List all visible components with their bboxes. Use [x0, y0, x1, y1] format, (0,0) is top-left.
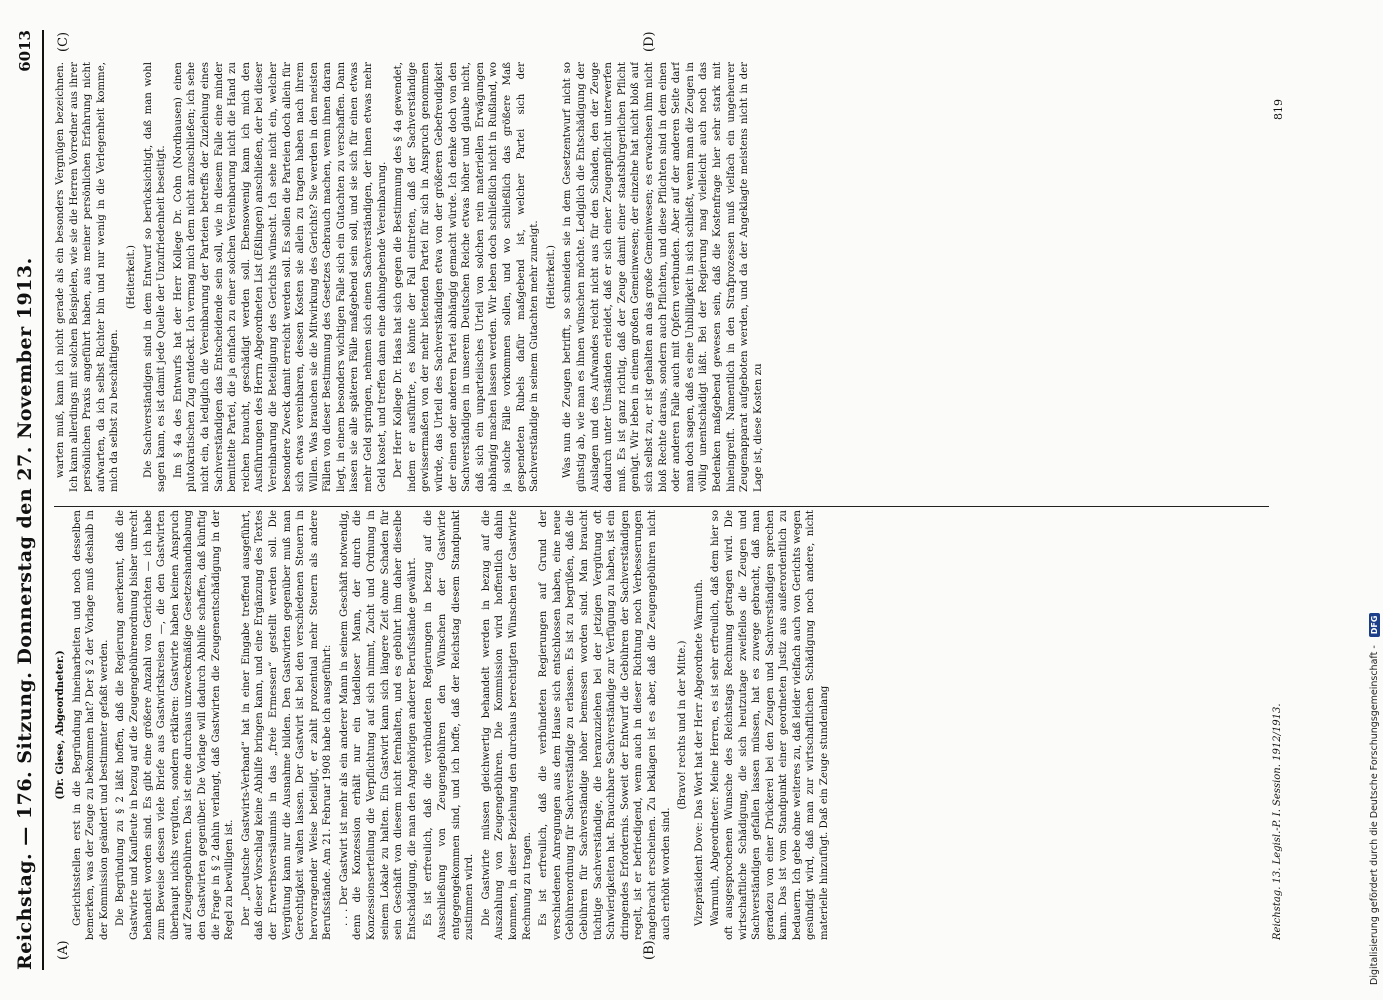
- margin-marker-c: (C): [56, 31, 71, 52]
- dfg-logo: DFG: [1369, 613, 1380, 638]
- paragraph: Die Sachverständigen sind in dem Entwurf so berücksichtigt, daß man wohl sagen kann, es ist damit jede Quelle der Unzufriedenheit beseitigt.: [142, 62, 168, 492]
- column-divider: [54, 506, 1269, 507]
- interjection: (Heiterkeit.): [545, 245, 557, 309]
- paragraph: Es ist erfreulich, daß die verbündeten Regierungen auf Grund der verschiedenen Anregungen aus dem Hause sich entschlossen haben, eine neue Gebührenordnung für Sachverständige zu erlassen. Es ist zu begrüßen, daß die Gebühren für Sachverständige höher bemessen worden sind. Man braucht tüchtige Sachverständige, die heranzuziehen bei der jetzigen Vergütung oft Schwierigkeiten hat. Brauchbare Sachverständige zur Verfügung zu haben, ist ein dringendes Erfordernis. Soweit der Entwurf die Gebühren der Sachverständigen regelt, ist er befriedigend, wenn auch in dieser Richtung noch Verbesserungen angebracht erscheinen. Zu beklagen ist es aber, daß die Zeugengebühren nicht auch erhöht worden sind.: [538, 510, 672, 940]
- margin-marker-b: (B): [642, 940, 657, 960]
- speaker-line: (Dr. Giese, Abgeordneter.): [54, 650, 66, 800]
- interjection: (Bravo! rechts und in der Mitte.): [677, 640, 689, 810]
- paragraph: Vizepräsident Dove: Das Wort hat der Herr Abgeordnete Warmuth.: [693, 579, 705, 926]
- paragraph: Im § 4a des Entwurfs hat der Herr Kollege Dr. Cohn (Nordhausen) einen plutokratischen Zug entdeckt. Ich vermag mich dem nicht anzuschließen; ich sehe nicht ein, da lediglich die Vereinbarung der Parteien betreffs der Zuziehung eines Sachverständigen das Entscheidende sein soll, wie in diesem Falle eine minder bemittelte Partei, die ja einfach zu einer solchen Vereinbarung nicht die Hand zu reichen braucht, geschädigt werden soll. Ebensowenig kann ich mich den Ausführungen des Herrn Abgeordneten List (Eßlingen) anschließen, der bei dieser Vereinbarung die Beteiligung des Gerichts wünscht. Ich sehe nicht ein, welcher besondere Zweck damit erreicht werden soll. Es sollen die Parteien doch allein für sich etwas vereinbaren, dessen Kosten sie allein zu tragen haben nach ihrem Willen. Was brauchen sie die Mitwirkung des Gerichts? Sie werden in den meisten Fällen von dieser Bestimmung des Gesetzes Gebrauch machen, wenn ihnen daran liegt, in einem besonders wichtigen Falle sich ein Gutachten zu verschaffen. Dann lassen sie alle späteren Fälle maßgebend sein soll, und sie sich für einen etwas mehr Geld springen, nehmen sich einen Sachverständigen, der ihnen etwas mehr Geld kostet, und treffen dann eine dahingehende Vereinbarung.: [172, 62, 388, 492]
- margin-marker-a: (A): [56, 940, 71, 960]
- footer-session-info: Reichstag. 13. Legisl.-P. I. Session. 1912/1913.: [1272, 703, 1283, 940]
- right-text-column: [54, 62, 1269, 492]
- paragraph: Der Herr Kollege Dr. Haas hat sich gegen die Bestimmung des § 4a gewendet, indem er ausführte, es könnte der Fall eintreten, daß der Sachverständige gewissermaßen von der mehr bietenden Partei für sich in Anspruch genommen würde, das Urteil des Sachverständigen etwa von der größeren Gebefreudigkeit der einen oder anderen Partei abhängig gemacht würde. Ich denke doch von den Sachverständigen in unserem Deutschen Reiche etwas höher und glaube nicht, daß sich ein unparteiisches Urteil von solchen rein materiellen Erwägungen abhängig machen lassen werden. Wir leben doch schließlich nicht in Rußland, wo ja solche Fälle vorkommen sollen, und wo schließlich das größere Maß gespendeten Rubels dafür maßgebend ist, welcher Partei sich der Sachverständige in seinem Gutachten mehr zuneigt.: [393, 62, 541, 492]
- paragraph: . . . Der Gastwirt ist mehr als ein anderer Mann in seinem Geschäft notwendig, denn die Konzession erhält nur ein tadelloser Mann, der durch die Konzessionserteilung die Verpflichtung auf sich nimmt, Zucht und Ordnung in seinem Lokale zu halten. Ein Gastwirt kann sich längere Zeit ohne Schaden für sein Geschäft von diesem nicht fernhalten, und es gebührt ihm daher dieselbe Entschädigung, die man den Angehörigen anderer Berufsstände gewährt.: [338, 510, 418, 940]
- paragraph: Die Begründung zu § 2 läßt hoffen, daß die Regierung anerkennt, daß die Gastwirte und Kaufleute in bezug auf die Zeugengebührenordnung bisher unrecht behandelt worden sind. Es gibt eine größere Anzahl von Gerichten — ich habe zum Beweise dessen viele Briefe aus Gastwirtskreisen —, die den Gastwirten überhaupt nichts vergüten, sondern erklären: Gastwirte haben keinen Anspruch auf Zeugengebühren. Das ist eine durchaus unzweckmäßige Gesetzeshandhabung den Gastwirten gegenüber. Die Vorlage will dadurch Abhilfe schaffen, daß künftig die Frage in § 2 dahin verlangt, daß Gastwirten die Zeugenentschädigung in der Regel zu bewilligen ist.: [115, 510, 236, 940]
- digitization-note-text: Digitalisierung gefördert durch die Deutsche Forschungsgemeinschaft -: [1368, 645, 1380, 985]
- paragraph: Es ist erfreulich, daß die verbündeten Regierungen in bezug auf die Ausschließung von Zeugengebühren den Wünschen der Gastwirte entgegengekommen sind, und ich hoffe, daß der Reichstag diesem Standpunkt zustimmen wird.: [423, 510, 476, 940]
- footer-page-number: 819: [1272, 99, 1285, 120]
- paragraph: Der „Deutsche Gastwirts-Verband“ hat in einer Eingabe treffend ausgeführt, daß dieser Vorschlag keine Abhilfe bringen kann, und eine Ergänzung des Textes der Erwerbsversäumnis in das „freie Ermessen“ gestellt werden soll. Die Vergütung kann nur die Ausnahme bilden. Den Gastwirten gegenüber muß man Gerechtigkeit walten lassen. Der Gastwirt ist bei den verschiedenen Steuern in hervorragender Weise beteiligt, er zahlt prozentual mehr Steuern als andere Berufsstände. Am 21. Februar 1908 habe ich ausgeführt:: [240, 510, 334, 940]
- paragraph: Gerichtsstellen erst in die Begründung hineinarbeiten und noch desselben bemerken, was der Zeuge zu bekommen hat? Der § 2 der Vorlage muß deshalb in der Kommission geändert und bestimmter gefaßt werden.: [71, 510, 110, 940]
- paragraph: warten muß, kann ich nicht gerade als ein besonders Vergnügen bezeichnen. Ich kann allerdings mit solchen Beispielen, wie sie die Herren Vorredner aus ihrer persönlichen Praxis angeführt haben, aus meiner persönlichen Erfahrung nicht aufwarten, da ich selbst Richter bin und nur wenig in die Verlegenheit komme, mich da selbst zu beschäftigen.: [55, 62, 121, 492]
- page-title: Reichstag. — 176. Sitzung. Donnerstag den 27. November 1913.: [14, 257, 36, 970]
- page-header: [8, 30, 44, 970]
- left-text-column: [54, 510, 1269, 940]
- interjection: (Heiterkeit.): [125, 245, 137, 309]
- digitization-note: [1367, 5, 1381, 985]
- paragraph: Die Gastwirte müssen gleichwertig behandelt werden in bezug auf die Auszahlung von Zeugengebühren. Die Kommission wird hoffentlich dahin kommen, in dieser Beziehung den durchaus berechtigten Wünschen der Gastwirte Rechnung zu tragen.: [480, 510, 533, 940]
- margin-marker-d: (D): [642, 31, 657, 52]
- page-number: 6013: [16, 30, 34, 72]
- paragraph: Warmuth, Abgeordneter: Meine Herren, es ist sehr erfreulich, daß dem hier so oft ausgesprochenen Wunsche des Reichstags Rechnung getragen wird. Die wirtschaftliche Schädigung, die sich heutzutage zweifellos die Zeugen und Sachverständigen gefallen lassen müssen, hat es zuwege gebracht, daß man geradezu von einer Drückerei bei den Zeugen und Sachverständigen sprechen kann. Das ist vom Standpunkt einer geordneten Justiz aus außerordentlich zu bedauern. Ich gebe ohne weiteres zu, daß leider vielfach auch von Gerichts wegen gesündigt wird, daß man zur wirtschaftlichen Schädigung noch andere, nicht materielle hinzufügt. Daß ein Zeuge stundenlang: [710, 510, 831, 940]
- paragraph: Was nun die Zeugen betrifft, so schneiden sie in dem Gesetzentwurf nicht so günstig ab, wie man es ihnen wünschen möchte. Lediglich die Entschädigung der Auslagen und des Aufwandes reicht nicht aus für den Schaden, den der Zeuge dadurch unter Umständen erleidet, daß er sich einer Zeugenpflicht unterwerfen muß. Es ist ganz richtig, daß der Zeuge damit einer staatsbürgerlichen Pflicht genügt. Wir leben in einem großen Gemeinwesen; der einzelne hat nicht bloß auf sich selbst zu, er ist gehalten an das große Gemeinwesen; es erwachsen ihm nicht bloß Rechte daraus, sondern auch Pflichten, und diese Pflichten sind in dem einen oder anderen Falle auch mit Opfern verbunden. Aber auf der anderen Seite darf man doch sagen, daß es eine Unbilligkeit in sich schließt, wenn man die Zeugen in völlig unentschädigt läßt. Bei der Regierung mag vielleicht auch noch das Bedenken maßgebend gewesen sein, daß die Kostenfrage hier sehr stark mit hineingreift. Namentlich in den Strafprozessen muß vielfach ein ungeheurer Zeugenapparat aufgeboten werden, und da der Angeklagte meistens nicht in der Lage ist, diese Kosten zu: [562, 62, 764, 492]
